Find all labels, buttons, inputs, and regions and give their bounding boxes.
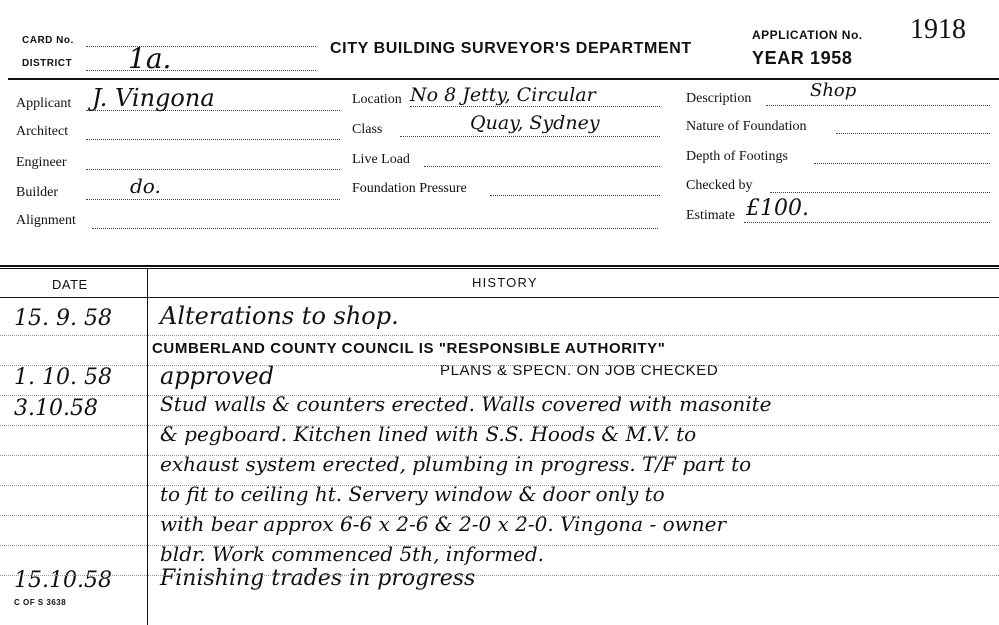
architect-line <box>86 139 340 140</box>
history-date: 15. 9. 58 <box>14 306 112 331</box>
card-no-label: CARD No. <box>22 35 74 46</box>
description-label: Description <box>686 91 752 106</box>
architect-label: Architect <box>16 124 69 139</box>
description-value: Shop <box>810 80 857 101</box>
history-text: Stud walls & counters erected. Walls covered with masonite <box>160 392 772 416</box>
engineer-label: Engineer <box>16 155 67 170</box>
alignment-label: Alignment <box>16 213 76 228</box>
form-code: C OF S 3638 <box>14 598 67 607</box>
location-value: No 8 Jetty, Circular <box>410 84 596 106</box>
application-label: APPLICATION No. <box>752 28 863 42</box>
class-value: Quay, Sydney <box>470 112 600 134</box>
history-text: Alterations to shop. <box>160 302 399 330</box>
live-load-label: Live Load <box>352 152 410 167</box>
location-label: Location <box>352 92 402 107</box>
history-date: 15.10.58 <box>14 568 112 593</box>
history-text: to fit to ceiling ht. Servery window & door only to <box>160 482 665 506</box>
year-label: YEAR 1958 <box>752 48 853 68</box>
date-column-divider <box>147 268 148 625</box>
alignment-line <box>92 228 658 229</box>
depth-of-footings-line <box>814 163 990 164</box>
nature-of-foundation-line <box>836 133 990 134</box>
card-no-line <box>86 46 316 47</box>
history-date: 1. 10. 58 <box>14 365 112 390</box>
live-load-line <box>424 166 660 167</box>
history-header: HISTORY <box>472 275 538 290</box>
district-label: DISTRICT <box>22 58 73 69</box>
estimate-value: £100. <box>746 196 809 221</box>
checked-by-line <box>770 192 990 193</box>
estimate-label: Estimate <box>686 208 735 223</box>
estimate-line <box>744 222 990 223</box>
history-date: 3.10.58 <box>14 396 98 421</box>
history-top-rule-2 <box>0 268 999 269</box>
description-line <box>766 105 990 106</box>
applicant-value: J. Vingona <box>92 84 215 112</box>
district-value: 1a. <box>128 42 172 75</box>
history-text: & pegboard. Kitchen lined with S.S. Hoods & M.V. to <box>160 422 697 446</box>
foundation-pressure-line <box>490 195 660 196</box>
class-label: Class <box>352 122 383 137</box>
history-text: approved <box>160 362 275 390</box>
history-text: Finishing trades in progress <box>160 566 476 591</box>
date-header: DATE <box>52 277 88 292</box>
engineer-line <box>86 169 340 170</box>
history-text: exhaust system erected, plumbing in progress. T/F part to <box>160 452 752 476</box>
depth-of-footings-label: Depth of Footings <box>686 149 788 164</box>
district-line <box>86 70 316 71</box>
location-line <box>410 106 660 107</box>
nature-of-foundation-label: Nature of Foundation <box>686 119 807 134</box>
council-stamp: CUMBERLAND COUNTY COUNCIL IS "RESPONSIBLE AUTHORITY" <box>152 340 666 357</box>
history-text: with bear approx 6-6 x 2-6 & 2-0 x 2-0. Vingona - owner <box>160 512 727 536</box>
application-number: 1918 <box>910 14 966 45</box>
department-title: CITY BUILDING SURVEYOR'S DEPARTMENT <box>330 40 692 57</box>
history-top-rule <box>0 265 999 267</box>
class-line <box>400 136 660 137</box>
history-header-rule <box>0 297 999 298</box>
plans-checked-stamp: PLANS & SPECN. ON JOB CHECKED <box>440 362 719 379</box>
builder-value: do. <box>130 174 161 198</box>
builder-line <box>86 199 340 200</box>
builder-label: Builder <box>16 185 58 200</box>
history-text: bldr. Work commenced 5th, informed. <box>160 542 545 566</box>
foundation-pressure-label: Foundation Pressure <box>352 181 467 196</box>
checked-by-label: Checked by <box>686 178 753 193</box>
applicant-label: Applicant <box>16 96 72 111</box>
